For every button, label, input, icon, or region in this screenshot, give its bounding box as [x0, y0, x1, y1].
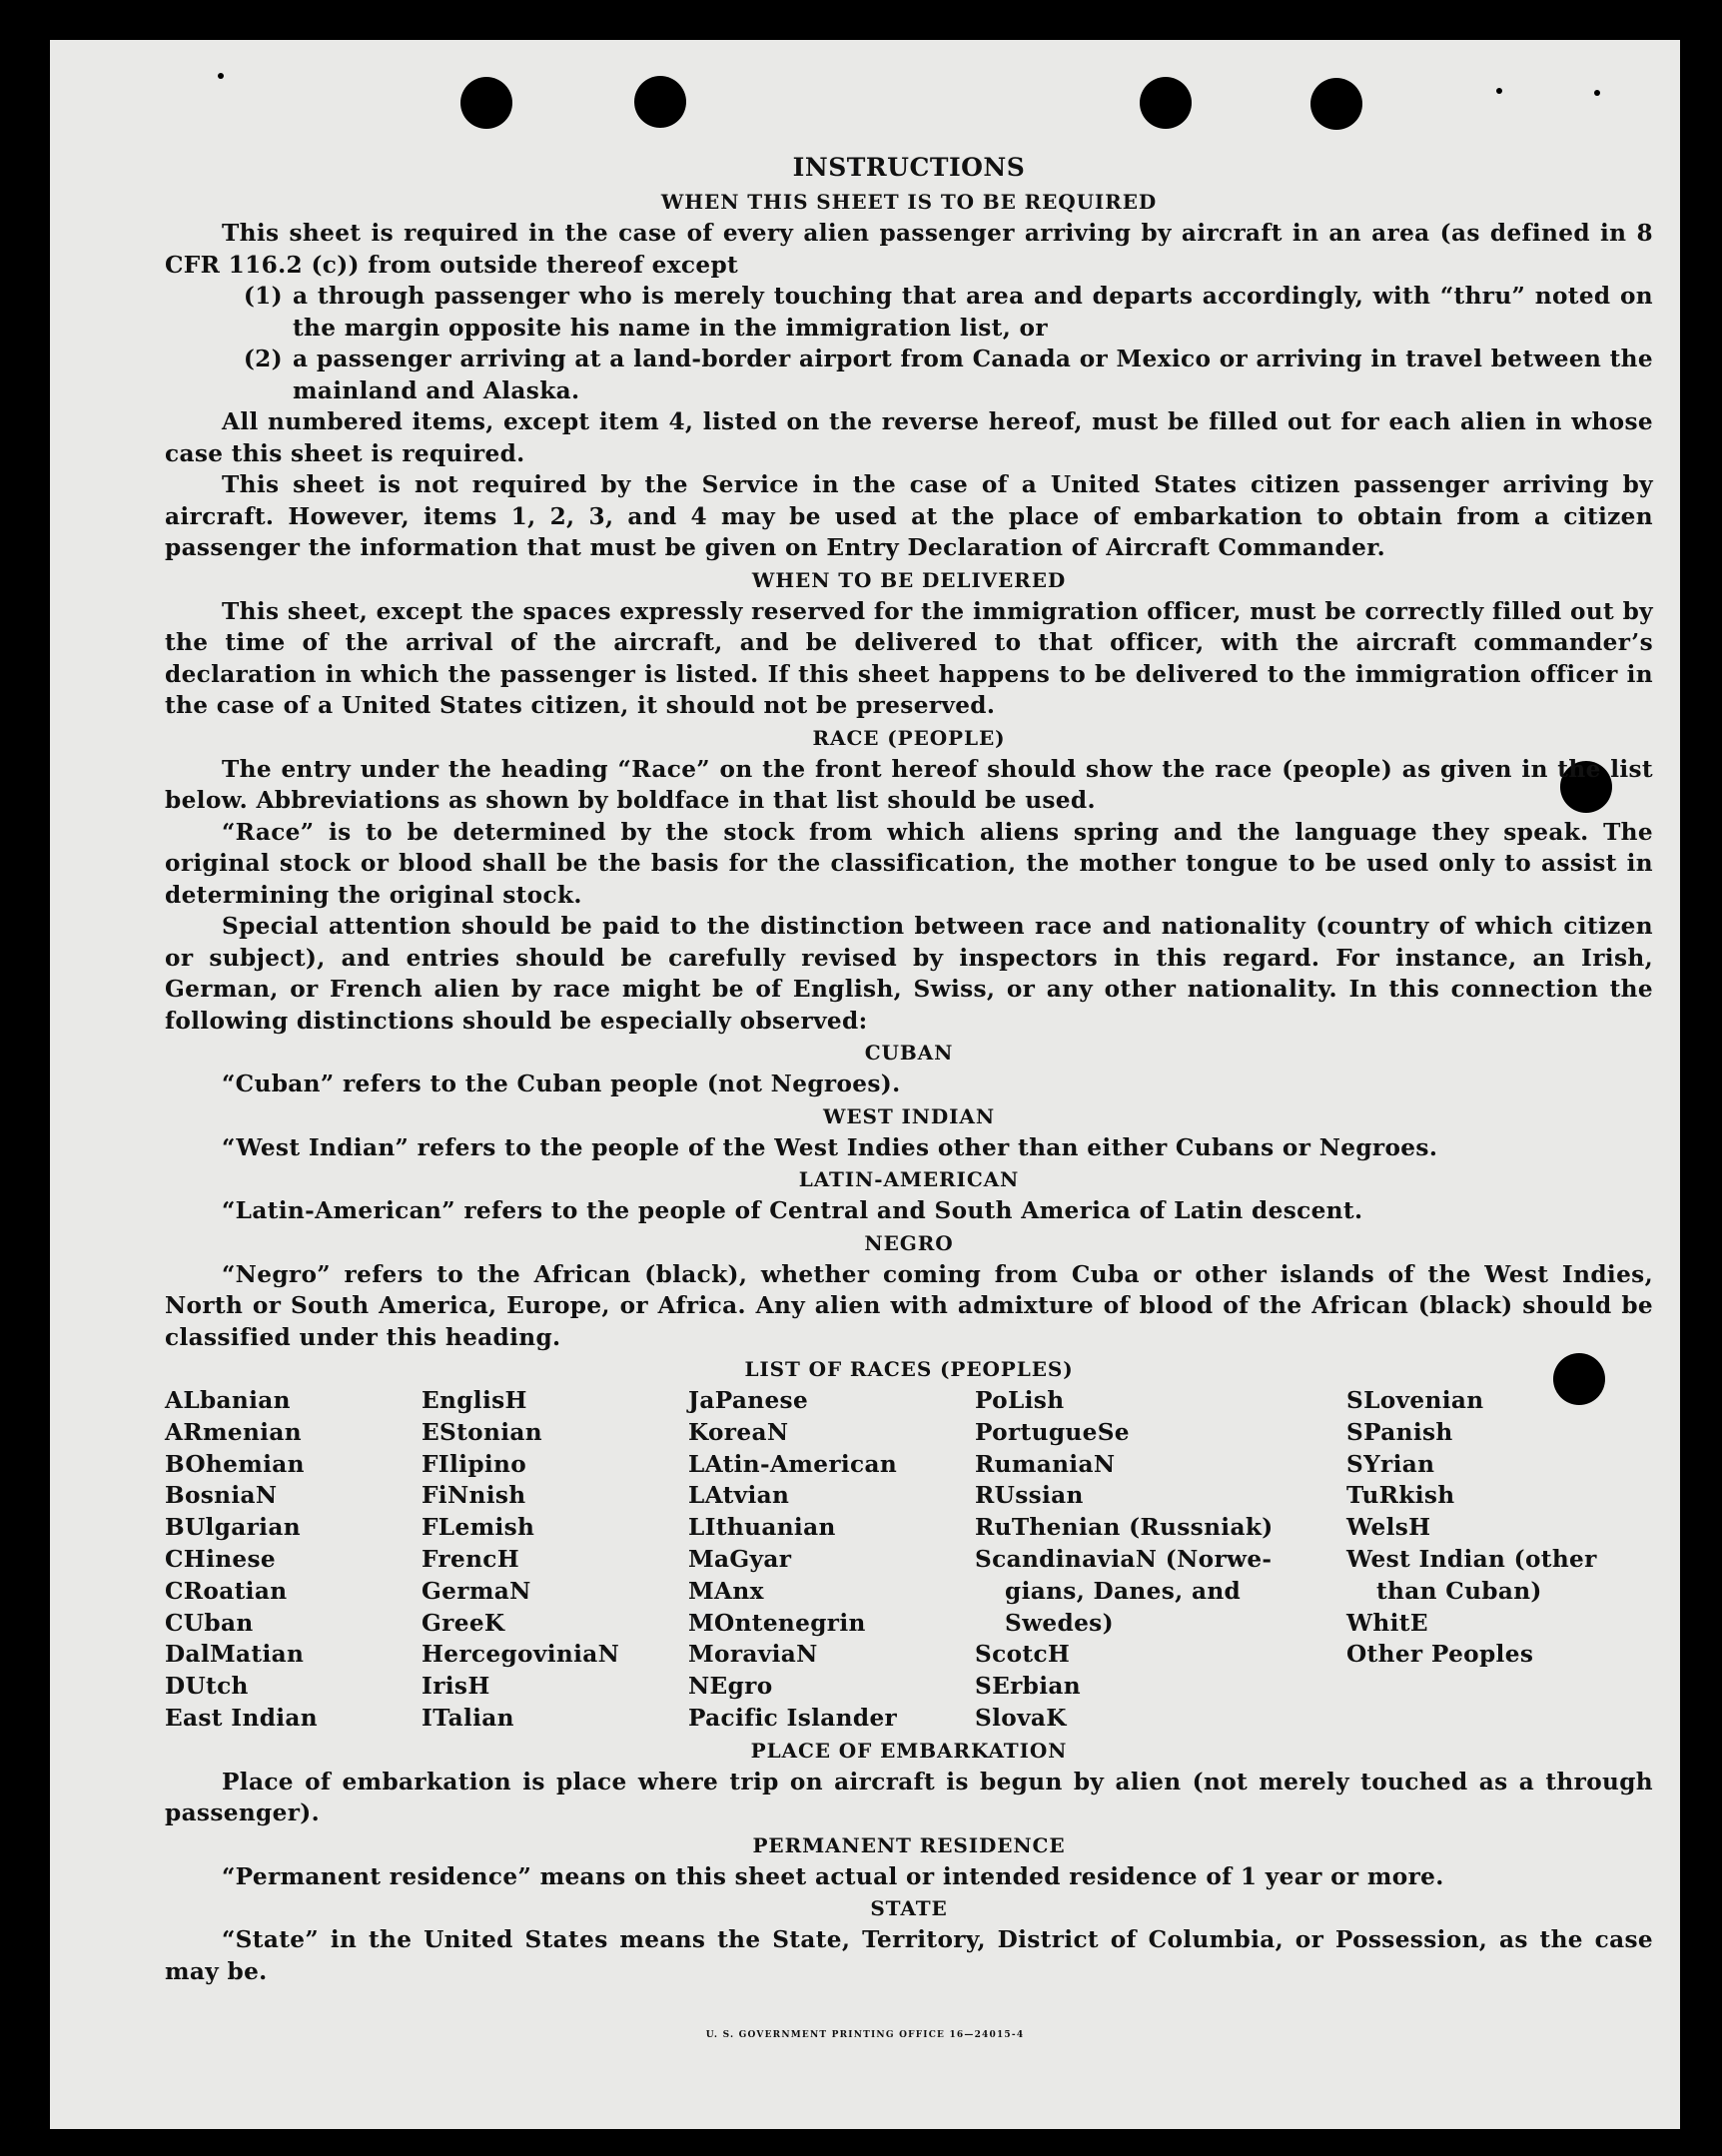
section-heading: RACE (PEOPLE): [812, 725, 1006, 750]
race-entry: MAnx: [688, 1577, 764, 1605]
paragraph: “Cuban” refers to the Cuban people (not Negroes).: [222, 1071, 901, 1097]
race-entry: NEgro: [688, 1673, 773, 1701]
section-heading: CUBAN: [864, 1041, 954, 1065]
section-heading: NEGRO: [864, 1230, 954, 1255]
race-entry: ITalian: [422, 1704, 514, 1732]
paragraph: “Race” is to be determined by the stock from which aliens spring and the language they speak. The original stock or blood shall be the basis for the classification, the mother tongue to be used only to assist in determining the original stock.: [165, 818, 1653, 909]
race-entry: FrencH: [422, 1545, 520, 1573]
race-entry: ScandinaviaN (Norwe-: [975, 1545, 1273, 1573]
race-entry: gians, Danes, and: [1005, 1577, 1242, 1605]
section-heading: PLACE OF EMBARKATION: [750, 1738, 1068, 1763]
race-entry: PortugueSe: [975, 1418, 1130, 1446]
races-column: [975, 1385, 1346, 1735]
race-entry: CHinese: [165, 1545, 277, 1573]
race-entry: CUban: [165, 1609, 254, 1637]
race-entry: than Cuban): [1376, 1577, 1542, 1605]
race-entry: SYrian: [1346, 1450, 1435, 1478]
printing-office-footer: U. S. GOVERNMENT PRINTING OFFICE 16—24015-4: [705, 2030, 1025, 2040]
races-column: [688, 1385, 975, 1735]
paragraph: “Negro” refers to the African (black), whether coming from Cuba or other islands of the West Indies, North or South America, Europe, or Africa. Any alien with admixture of blood of the African (black) should be classified under this heading.: [165, 1260, 1653, 1351]
race-entry: LAtvian: [688, 1482, 790, 1510]
punch-hole: [1140, 77, 1192, 129]
race-entry: Other Peoples: [1346, 1641, 1534, 1669]
section-heading: LIST OF RACES (PEOPLES): [744, 1357, 1074, 1381]
race-entry: RumaniaN: [975, 1450, 1116, 1478]
paragraph: Place of embarkation is place where trip on aircraft is begun by alien (not merely touched as a through passenger).: [165, 1768, 1653, 1827]
section-heading: LATIN-AMERICAN: [798, 1167, 1020, 1191]
race-entry: SErbian: [975, 1673, 1081, 1701]
paragraph: Special attention should be paid to the distinction between race and nationality (country of which citizen or subject), and entries should be carefully revised by inspectors in this regard. For instance, an Irish, German, or French alien by race might be of English, Swiss, or any other nationality. In this connection the following distinctions should be especially observed:: [165, 913, 1653, 1035]
race-entry: DUtch: [165, 1673, 249, 1701]
list-item: [165, 281, 1653, 344]
speck: [218, 73, 224, 79]
paragraph: “Latin-American” refers to the people of Central and South America of Latin descent.: [222, 1197, 1363, 1224]
instructions-content: [165, 150, 1653, 1987]
races-column: [165, 1385, 422, 1735]
section-heading: WHEN TO BE DELIVERED: [751, 567, 1067, 592]
paragraph: All numbered items, except item 4, listed on the reverse hereof, must be filled out for each alien in whose case this sheet is required.: [165, 408, 1653, 467]
race-entry: RUssian: [975, 1482, 1084, 1510]
race-entry: SPanish: [1346, 1418, 1453, 1446]
page-title: INSTRUCTIONS: [792, 153, 1026, 182]
paragraph: “West Indian” refers to the people of the West Indies other than either Cubans or Negroes.: [222, 1133, 1438, 1161]
races-column: [1346, 1385, 1646, 1735]
punch-hole: [634, 76, 686, 128]
race-entry: DalMatian: [165, 1641, 305, 1669]
speck: [1594, 90, 1600, 96]
race-entry: EnglisH: [422, 1387, 527, 1414]
race-entry: RuThenian (Russniak): [975, 1514, 1274, 1542]
race-entry: BosniaN: [165, 1482, 278, 1510]
race-entry: MaGyar: [688, 1545, 792, 1573]
paragraph: “Permanent residence” means on this sheet actual or intended residence of 1 year or more.: [222, 1862, 1444, 1890]
race-entry: SlovaK: [975, 1704, 1067, 1732]
race-entry: WelsH: [1346, 1514, 1431, 1542]
section-heading: WHEN THIS SHEET IS TO BE REQUIRED: [660, 190, 1158, 214]
race-entry: LAtin-American: [688, 1450, 898, 1478]
item-text: a passenger arriving at a land-border airport from Canada or Mexico or arriving in travel between the mainland and Alaska.: [293, 346, 1653, 404]
paragraph: “State” in the United States means the State, Territory, District of Columbia, or Possession, as the case may be.: [165, 1926, 1653, 1985]
race-entry: EStonian: [422, 1418, 542, 1446]
race-entry: CRoatian: [165, 1577, 288, 1605]
section-heading: PERMANENT RESIDENCE: [752, 1832, 1066, 1857]
paragraph: This sheet, except the spaces expressly reserved for the immigration officer, must be correctly filled out by the time of the arrival of the aircraft, and be delivered to that officer, with the aircraft commander’s declaration in which the passenger is listed. If this sheet happens to be delivered to the immigration officer in the case of a United States citizen, it should not be preserved.: [165, 597, 1653, 719]
race-entry: GreeK: [422, 1609, 505, 1637]
race-entry: East Indian: [165, 1704, 318, 1732]
race-entry: PoLish: [975, 1387, 1065, 1414]
speck: [1496, 88, 1502, 94]
section-heading: WEST INDIAN: [822, 1103, 996, 1128]
race-entry: West Indian (other: [1346, 1545, 1597, 1573]
section-heading: STATE: [870, 1896, 948, 1921]
race-entry: FIlipino: [422, 1450, 527, 1478]
race-entry: WhitE: [1346, 1609, 1428, 1637]
race-entry: FiNnish: [422, 1482, 526, 1510]
race-entry: MOntenegrin: [688, 1609, 866, 1637]
race-entry: HercegoviniaN: [422, 1641, 620, 1669]
race-entry: Swedes): [1005, 1609, 1114, 1637]
race-entry: SLovenian: [1346, 1387, 1484, 1414]
race-entry: LIthuanian: [688, 1514, 836, 1542]
item-text: a through passenger who is merely touching that area and departs accordingly, with “thru” noted on the margin opposite his name in the immigration list, or: [293, 283, 1653, 342]
punch-hole: [1310, 78, 1362, 130]
item-number: (2): [243, 346, 283, 372]
paragraph: The entry under the heading “Race” on the front hereof should show the race (people) as given in the list below. Abbreviations as shown by boldface in that list should be used.: [165, 755, 1653, 814]
race-entry: BOhemian: [165, 1450, 305, 1478]
document-page: [50, 40, 1680, 2129]
race-entry: ARmenian: [165, 1418, 302, 1446]
paragraph: This sheet is required in the case of every alien passenger arriving by aircraft in an area (as defined in 8 CFR 116.2 (c)) from outside thereof except: [165, 220, 1653, 279]
race-entry: MoraviaN: [688, 1641, 818, 1669]
punch-hole: [460, 77, 512, 129]
race-entry: TuRkish: [1346, 1482, 1455, 1510]
race-entry: IrisH: [422, 1673, 490, 1701]
race-entry: Pacific Islander: [688, 1704, 898, 1732]
race-entry: ScotcH: [975, 1641, 1071, 1669]
races-list: [165, 1385, 1653, 1735]
race-entry: ALbanian: [165, 1387, 291, 1414]
race-entry: GermaN: [422, 1577, 531, 1605]
paragraph: This sheet is not required by the Service in the case of a United States citizen passenger arriving by aircraft. However, items 1, 2, 3, and 4 may be used at the place of embarkation to obtain from a citizen passenger the information that must be given on Entry Declaration of Aircraft Commander.: [165, 471, 1653, 561]
list-item: [165, 344, 1653, 406]
race-entry: KoreaN: [688, 1418, 789, 1446]
race-entry: JaPanese: [688, 1387, 809, 1414]
item-number: (1): [243, 283, 283, 310]
race-entry: BUlgarian: [165, 1514, 301, 1542]
race-entry: FLemish: [422, 1514, 535, 1542]
races-column: [422, 1385, 688, 1735]
